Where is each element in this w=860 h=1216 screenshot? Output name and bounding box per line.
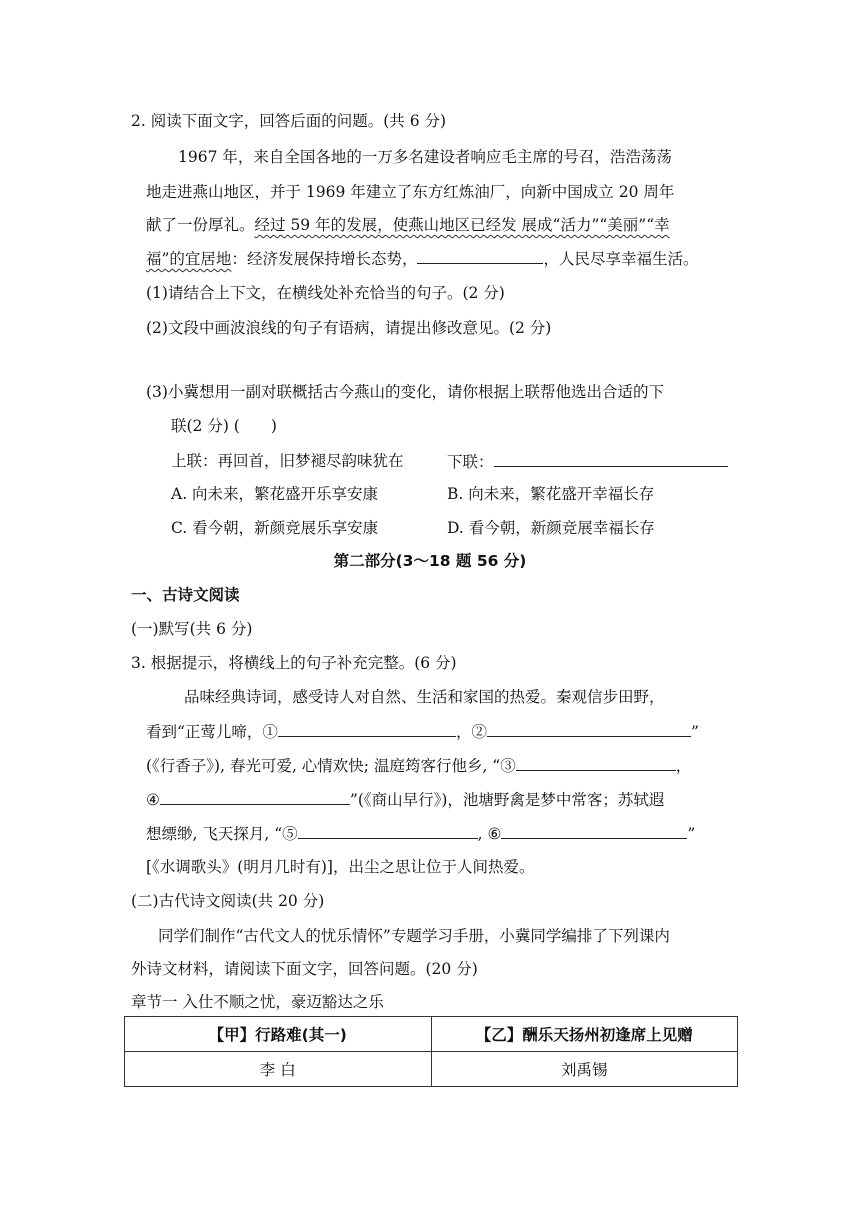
poems-table xyxy=(124,1016,738,1087)
q3-text: 想缥缈, 飞天探月, “⑤ xyxy=(146,825,298,843)
answer-blank-5[interactable] xyxy=(298,822,478,839)
couplet-lower-label: 下联： xyxy=(447,453,494,471)
answer-blank-4[interactable] xyxy=(160,788,350,805)
q3-text: 看到“正莺儿啼，① xyxy=(146,723,278,741)
q2-paragraph-text: 献了一份厚礼。 xyxy=(146,216,255,234)
q2-paragraph-text: ，人民尽享幸福生活。 xyxy=(543,250,699,268)
q2-paragraph-line xyxy=(146,247,698,270)
poem-yi-author: 刘禹锡 xyxy=(431,1052,738,1087)
q2-paragraph-line: 地走进燕山地区，并于 1969 年建立了东方红炼油厂，向新中国成立 20 周年 xyxy=(146,183,675,201)
q3-text: ， xyxy=(675,757,692,775)
sub-section1-title: (一)默写(共 6 分) xyxy=(131,620,253,638)
q3-text-line: [《水调歌头》(明月几时有)]，出尘之思让位于人间热爱。 xyxy=(146,858,535,876)
answer-blank-2[interactable] xyxy=(487,720,691,737)
q3-text: ” xyxy=(687,825,696,843)
couplet-lower-blank[interactable] xyxy=(494,450,728,467)
sub-section2-title: (二)古代诗文阅读(共 20 分) xyxy=(131,892,325,910)
poem-yi-title: 【乙】酬乐天扬州初逢席上见赠 xyxy=(431,1017,738,1052)
q2-paragraph-line xyxy=(146,214,670,236)
option-c[interactable]: C. 看今朝，新颜竞展乐享安康 xyxy=(171,519,379,537)
intro-line: 同学们制作“古代文人的忧乐情怀”专题学习手册，小冀同学编排了下列课内 xyxy=(158,927,670,945)
poem-jia-title: 【甲】行路难(其一) xyxy=(125,1017,432,1052)
couplet-upper: 上联：再回首，旧梦褪尽韵味犹在 xyxy=(171,452,404,470)
q2-sub3: (3)小冀想用一副对联概括古今燕山的变化，请你根据上联帮他选出合适的下 xyxy=(146,383,664,401)
answer-blank-6[interactable] xyxy=(501,822,687,839)
q3-text: , ⑥ xyxy=(477,825,502,843)
q3-text-line: 品味经典诗词，感受诗人对自然、生活和家国的热爱。秦观信步田野， xyxy=(184,688,665,706)
q2-sub2: (2)文段中画波浪线的句子有语病，请提出修改意见。(2 分) xyxy=(146,319,552,337)
q3-text-line xyxy=(146,720,699,743)
option-b[interactable]: B. 向未来，繁花盛开幸福长存 xyxy=(447,485,655,503)
q2-header: 2. 阅读下面文字，回答后面的问题。(共 6 分) xyxy=(131,112,447,130)
q3-text-line xyxy=(146,788,664,811)
q3-text: ④ xyxy=(146,791,160,809)
wavy-underlined-sentence: 经过 59 年的发展，使燕山地区已经发 展成“活力”“美丽”“幸 xyxy=(254,216,670,234)
answer-blank-1[interactable] xyxy=(278,720,456,737)
q2-paragraph-line: 1967 年，来自全国各地的一万多名建设者响应毛主席的号召，浩浩荡荡 xyxy=(178,148,672,166)
option-d[interactable]: D. 看今朝，新颜竞展幸福长存 xyxy=(447,519,655,537)
q2-sub1: (1)请结合上下文，在横线处补充恰当的句子。(2 分) xyxy=(146,284,505,302)
q3-text: ”(《商山早行》)，池塘野禽是梦中常客；苏轼遐 xyxy=(349,791,665,809)
q2-sub3-cont: 联(2 分) ( ) xyxy=(171,417,277,435)
q3-text-line xyxy=(146,822,695,845)
part2-title: 第二部分(3～18 题 56 分) xyxy=(333,552,527,570)
couplet-lower xyxy=(447,450,728,473)
q3-header: 3. 根据提示，将横线上的句子补充完整。(6 分) xyxy=(131,654,457,672)
section1-title: 一、古诗文阅读 xyxy=(131,586,240,604)
intro-line: 外诗文材料，请阅读下面文字，回答问题。(20 分) xyxy=(131,960,478,978)
q3-text: (《行香子》), 春光可爱, 心情欢快; 温庭筠客行他乡, “③ xyxy=(146,757,516,775)
option-a[interactable]: A. 向未来，繁花盛开乐享安康 xyxy=(171,485,379,503)
poem-jia-author: 李 白 xyxy=(125,1052,432,1087)
answer-blank-3[interactable] xyxy=(516,754,676,771)
q3-text-line xyxy=(146,754,691,777)
q3-text: ” xyxy=(690,723,699,741)
chapter1-title: 章节一 入仕不顺之忧，豪迈豁达之乐 xyxy=(131,993,384,1011)
answer-blank[interactable] xyxy=(417,247,543,264)
q3-text: ，② xyxy=(455,723,487,741)
q2-paragraph-text: ：经济发展保持增长态势， xyxy=(231,250,418,268)
wavy-underlined-sentence: 福”的宜居地 xyxy=(146,250,232,268)
